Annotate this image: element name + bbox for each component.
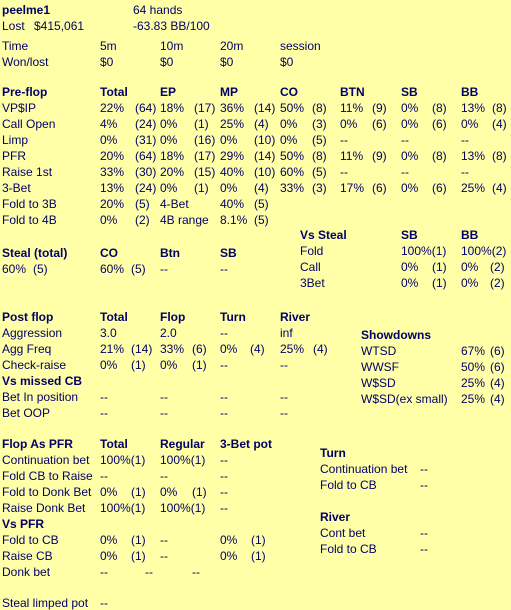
- vs-pfr-donk-bet-3bet-pot: --: [192, 565, 200, 579]
- fold-cb-to-raise-label: Fold CB to Raise: [2, 469, 93, 483]
- raise-donk-total: 100%(1): [100, 501, 146, 515]
- river-cbet-value: --: [420, 526, 428, 540]
- postflop-header-total: Total: [100, 310, 128, 324]
- preflop-row-5-bb-count: (4): [492, 181, 507, 195]
- steal-header-sb: SB: [220, 246, 237, 260]
- vs-steal-3bet-sb-count: (1): [432, 276, 447, 290]
- raise-donk-regular: 100%(1): [160, 501, 206, 515]
- showdowns-title: Showdowns: [361, 328, 431, 342]
- preflop-row-2-ep-pct: 0%: [160, 133, 178, 147]
- preflop-header-ep: EP: [160, 85, 177, 99]
- preflop-row-3-bb-count: (8): [492, 149, 507, 163]
- preflop-row-1-co-pct: 0%: [280, 117, 298, 131]
- wsd-ex-small-label: W$SD(ex small): [361, 392, 448, 406]
- wtsd-label: WTSD: [361, 344, 397, 358]
- preflop-title: Pre-flop: [2, 85, 48, 99]
- vs-pfr-raise-cb-total-count: (1): [131, 549, 146, 563]
- fold-to-donk-regular-count: (1): [192, 485, 207, 499]
- raise-donk-label: Raise Donk Bet: [2, 501, 86, 515]
- steal-btn-value: --: [160, 262, 168, 276]
- river-title: River: [320, 510, 351, 524]
- preflop-row-1-btn-pct: 0%: [340, 117, 358, 131]
- postflop-header-turn: Turn: [220, 310, 246, 324]
- steal-header-co: CO: [100, 246, 118, 260]
- preflop-row-2-co-pct: 0%: [280, 133, 298, 147]
- vs-pfr-raise-cb-total-pct: 0%: [100, 549, 118, 563]
- steal-limped-pot-label: Steal limped pot: [2, 596, 89, 610]
- vs-pfr-fold-to-cb-3bet-pct: 0%: [220, 533, 238, 547]
- bet-in-position-label: Bet In position: [2, 390, 79, 404]
- vs-steal-3bet-bb-pct: 0%: [461, 276, 479, 290]
- bet-oop-river: --: [280, 406, 288, 420]
- wwsf-pct: 50%: [461, 360, 486, 374]
- wsd-count: (4): [490, 376, 505, 390]
- vs-pfr-fold-to-cb-regular: --: [160, 533, 168, 547]
- preflop-row-5-sb-pct: 0%: [401, 181, 419, 195]
- preflop-row-0-sb-count: (8): [432, 101, 447, 115]
- wsd-pct: 25%: [461, 376, 486, 390]
- cbet-label: Continuation bet: [2, 453, 90, 467]
- vs-steal-call-label: Call: [300, 260, 321, 274]
- vs-steal-call-bb-pct: 0%: [461, 260, 479, 274]
- agg-freq-total-count: (14): [131, 342, 153, 356]
- flop-as-pfr-header-total: Total: [100, 437, 128, 451]
- preflop-row-2-total-count: (31): [135, 133, 157, 147]
- preflop-row-0-sb-pct: 0%: [401, 101, 419, 115]
- check-raise-turn: --: [220, 358, 228, 372]
- steal-total-count: (5): [33, 262, 48, 276]
- preflop-row-4-bb-pct: --: [461, 165, 469, 179]
- wsd-ex-small-pct: 25%: [461, 392, 486, 406]
- bet-oop-turn: --: [220, 406, 228, 420]
- raise-donk-3bet-pot: --: [220, 501, 228, 515]
- vs-steal-call-bb-count: (2): [490, 260, 505, 274]
- preflop-row-2-label: Limp: [2, 133, 29, 147]
- agg-freq-river-pct: 25%: [280, 342, 305, 356]
- vs-pfr-donk-bet-regular: --: [145, 565, 153, 579]
- turn-cbet-value: --: [420, 462, 428, 476]
- cbet-3bet-pot: --: [220, 453, 228, 467]
- vs-pfr-fold-to-cb-total-pct: 0%: [100, 533, 118, 547]
- preflop-row-5-ep-pct: 0%: [160, 181, 178, 195]
- fold-to-donk-label: Fold to Donk Bet: [2, 485, 92, 499]
- preflop-row-5-co-count: (3): [312, 181, 327, 195]
- postflop-title: Post flop: [2, 310, 54, 324]
- vs-steal-title: Vs Steal: [300, 228, 347, 242]
- time-label: Time: [2, 39, 29, 53]
- fold-to-3b-pct: 20%: [100, 197, 125, 211]
- fold-to-4b-label: Fold to 4B: [2, 213, 57, 227]
- preflop-row-2-mp-count: (10): [254, 133, 276, 147]
- flop-as-pfr-title: Flop As PFR: [2, 437, 73, 451]
- preflop-row-0-total-count: (64): [135, 101, 157, 115]
- preflop-row-0-mp-pct: 36%: [220, 101, 245, 115]
- preflop-row-0-co-count: (8): [312, 101, 327, 115]
- preflop-row-0-btn-pct: 11%: [340, 101, 364, 115]
- vs-pfr-fold-to-cb-3bet-count: (1): [251, 533, 266, 547]
- cbet-regular: 100%(1): [160, 453, 206, 467]
- agg-freq-river-count: (4): [313, 342, 328, 356]
- wonlost-10m: $0: [160, 55, 174, 69]
- vs-steal-header-bb: BB: [461, 228, 479, 242]
- preflop-row-0-ep-pct: 18%: [160, 101, 185, 115]
- postflop-header-flop: Flop: [160, 310, 186, 324]
- vs-pfr-fold-to-cb-total-count: (1): [131, 533, 146, 547]
- turn-cbet-label: Continuation bet: [320, 462, 408, 476]
- preflop-row-3-co-pct: 50%: [280, 149, 305, 163]
- preflop-row-0-btn-count: (9): [372, 101, 387, 115]
- preflop-row-0-bb-pct: 13%: [461, 101, 486, 115]
- preflop-row-3-ep-pct: 18%: [160, 149, 185, 163]
- flop-as-pfr-header-regular: Regular: [160, 437, 205, 451]
- preflop-row-1-label: Call Open: [2, 117, 56, 131]
- preflop-row-1-bb-pct: 0%: [461, 117, 479, 131]
- preflop-row-3-btn-pct: 11%: [340, 149, 364, 163]
- preflop-row-1-ep-pct: 0%: [160, 117, 178, 131]
- preflop-row-4-co-count: (5): [312, 165, 327, 179]
- steal-total-title: Steal (total): [2, 246, 68, 260]
- preflop-row-4-ep-count: (15): [194, 165, 216, 179]
- vs-steal-call-sb-count: (1): [432, 260, 447, 274]
- preflop-row-3-bb-pct: 13%: [461, 149, 486, 163]
- preflop-row-5-total-count: (24): [135, 181, 157, 195]
- bet-oop-flop: --: [160, 406, 168, 420]
- agg-freq-total-pct: 21%: [100, 342, 125, 356]
- preflop-row-2-mp-pct: 0%: [220, 133, 238, 147]
- preflop-row-1-sb-pct: 0%: [401, 117, 419, 131]
- preflop-row-5-co-pct: 33%: [280, 181, 305, 195]
- preflop-row-5-mp-count: (4): [254, 181, 269, 195]
- result-label: Lost: [2, 19, 25, 33]
- preflop-header-btn: BTN: [340, 85, 365, 99]
- steal-sb-value: --: [220, 262, 228, 276]
- four-bet-range-label: 4B range: [160, 213, 209, 227]
- preflop-row-3-sb-pct: 0%: [401, 149, 419, 163]
- preflop-row-4-label: Raise 1st: [2, 165, 53, 179]
- check-raise-total-count: (1): [131, 358, 146, 372]
- vs-missed-cb-title: Vs missed CB: [2, 374, 83, 388]
- preflop-row-5-bb-pct: 25%: [461, 181, 486, 195]
- postflop-header-river: River: [280, 310, 311, 324]
- flop-as-pfr-header-3bet-pot: 3-Bet pot: [220, 437, 272, 451]
- preflop-row-3-mp-count: (14): [254, 149, 276, 163]
- preflop-header-co: CO: [280, 85, 298, 99]
- four-bet-range-count: (5): [254, 213, 269, 227]
- vs-steal-header-sb: SB: [401, 228, 418, 242]
- wonlost-5m: $0: [100, 55, 114, 69]
- preflop-row-4-ep-pct: 20%: [160, 165, 185, 179]
- preflop-row-0-bb-count: (8): [492, 101, 507, 115]
- four-bet-count: (5): [254, 197, 269, 211]
- vs-steal-fold-bb: 100%(2): [461, 244, 507, 258]
- wonlost-label: Won/lost: [2, 55, 49, 69]
- wtsd-pct: 67%: [461, 344, 486, 358]
- aggression-river: inf: [280, 326, 293, 340]
- river-cbet-label: Cont bet: [320, 526, 366, 540]
- cbet-total: 100%(1): [100, 453, 146, 467]
- steal-limped-pot-value: --: [100, 596, 108, 610]
- check-raise-flop-count: (1): [192, 358, 207, 372]
- preflop-row-3-co-count: (8): [312, 149, 327, 163]
- vs-pfr-raise-cb-regular: --: [160, 549, 168, 563]
- agg-freq-flop-pct: 33%: [160, 342, 185, 356]
- steal-co-pct: 60%: [100, 262, 125, 276]
- preflop-row-1-mp-count: (4): [254, 117, 269, 131]
- preflop-row-1-ep-count: (1): [194, 117, 209, 131]
- time-session: session: [280, 39, 321, 53]
- preflop-row-1-btn-count: (6): [372, 117, 387, 131]
- check-raise-river: --: [280, 358, 288, 372]
- preflop-row-0-co-pct: 50%: [280, 101, 305, 115]
- preflop-row-0-ep-count: (17): [194, 101, 216, 115]
- preflop-row-4-sb-pct: --: [401, 165, 409, 179]
- vs-steal-3bet-sb-pct: 0%: [401, 276, 419, 290]
- hands-count: 64 hands: [133, 3, 183, 17]
- preflop-row-3-ep-count: (17): [194, 149, 216, 163]
- bet-in-position-flop: --: [160, 390, 168, 404]
- river-fold-to-cb-label: Fold to CB: [320, 542, 377, 556]
- time-5m: 5m: [100, 39, 117, 53]
- fold-to-3b-count: (5): [135, 197, 150, 211]
- preflop-row-3-btn-count: (9): [372, 149, 387, 163]
- preflop-row-3-mp-pct: 29%: [220, 149, 245, 163]
- result-amount: $415,061: [34, 19, 85, 33]
- fold-to-donk-regular-pct: 0%: [160, 485, 178, 499]
- preflop-row-4-total-count: (30): [135, 165, 157, 179]
- preflop-row-5-total-pct: 13%: [100, 181, 125, 195]
- check-raise-total-pct: 0%: [100, 358, 118, 372]
- preflop-row-3-total-pct: 20%: [100, 149, 125, 163]
- steal-total-pct: 60%: [2, 262, 27, 276]
- agg-freq-turn-count: (4): [250, 342, 265, 356]
- preflop-row-1-mp-pct: 25%: [220, 117, 245, 131]
- fold-to-donk-total-pct: 0%: [100, 485, 118, 499]
- preflop-row-5-label: 3-Bet: [2, 181, 31, 195]
- fold-to-donk-3bet-pot: --: [220, 485, 228, 499]
- fold-cb-to-raise-regular: --: [160, 469, 168, 483]
- preflop-row-0-total-pct: 22%: [100, 101, 125, 115]
- preflop-row-5-mp-pct: 0%: [220, 181, 238, 195]
- agg-freq-flop-count: (6): [192, 342, 207, 356]
- vs-steal-fold-label: Fold: [300, 244, 324, 258]
- turn-title: Turn: [320, 446, 346, 460]
- aggression-label: Aggression: [2, 326, 63, 340]
- bet-in-position-total: --: [100, 390, 108, 404]
- wwsf-label: WWSF: [361, 360, 399, 374]
- steal-header-btn: Btn: [160, 246, 180, 260]
- preflop-row-4-co-pct: 60%: [280, 165, 305, 179]
- preflop-row-0-mp-count: (14): [254, 101, 276, 115]
- preflop-header-sb: SB: [401, 85, 418, 99]
- fold-to-donk-total-count: (1): [131, 485, 146, 499]
- preflop-row-2-ep-count: (16): [194, 133, 216, 147]
- preflop-row-5-btn-count: (6): [372, 181, 387, 195]
- four-bet-pct: 40%: [220, 197, 245, 211]
- check-raise-label: Check-raise: [2, 358, 67, 372]
- wonlost-20m: $0: [220, 55, 234, 69]
- preflop-row-3-total-count: (64): [135, 149, 157, 163]
- river-fold-to-cb-value: --: [420, 542, 428, 556]
- turn-fold-to-cb-label: Fold to CB: [320, 478, 377, 492]
- fold-to-3b-label: Fold to 3B: [2, 197, 57, 211]
- preflop-row-4-mp-count: (10): [254, 165, 276, 179]
- time-20m: 20m: [220, 39, 244, 53]
- aggression-flop: 2.0: [160, 326, 177, 340]
- vs-steal-3bet-label: 3Bet: [300, 276, 325, 290]
- wwsf-count: (6): [490, 360, 505, 374]
- vs-pfr-title: Vs PFR: [2, 517, 45, 531]
- preflop-row-5-btn-pct: 17%: [340, 181, 365, 195]
- preflop-row-2-btn-pct: --: [340, 133, 348, 147]
- preflop-row-1-total-pct: 4%: [100, 117, 118, 131]
- vs-pfr-donk-bet-total: --: [100, 565, 108, 579]
- wsd-ex-small-count: (4): [490, 392, 505, 406]
- preflop-row-2-bb-pct: --: [461, 133, 469, 147]
- steal-co-count: (5): [131, 262, 146, 276]
- bet-oop-total: --: [100, 406, 108, 420]
- check-raise-flop-pct: 0%: [160, 358, 178, 372]
- vs-steal-call-sb-pct: 0%: [401, 260, 419, 274]
- vs-pfr-fold-to-cb-label: Fold to CB: [2, 533, 59, 547]
- four-bet-range-pct: 8.1%: [220, 213, 248, 227]
- fold-to-4b-pct: 0%: [100, 213, 118, 227]
- bb-per-100: -63.83 BB/100: [133, 19, 210, 33]
- turn-fold-to-cb-value: --: [420, 478, 428, 492]
- preflop-row-2-total-pct: 0%: [100, 133, 118, 147]
- agg-freq-turn-pct: 0%: [220, 342, 238, 356]
- bet-in-position-turn: --: [220, 390, 228, 404]
- vs-pfr-donk-bet-label: Donk bet: [2, 565, 51, 579]
- aggression-total: 3.0: [100, 326, 117, 340]
- agg-freq-label: Agg Freq: [2, 342, 52, 356]
- preflop-row-4-btn-pct: --: [340, 165, 348, 179]
- preflop-header-mp: MP: [220, 85, 238, 99]
- vs-pfr-raise-cb-3bet-pct: 0%: [220, 549, 238, 563]
- preflop-row-0-label: VP$IP: [2, 101, 37, 115]
- preflop-row-2-sb-pct: --: [401, 133, 409, 147]
- bet-oop-label: Bet OOP: [2, 406, 51, 420]
- preflop-row-4-total-pct: 33%: [100, 165, 125, 179]
- wsd-label: W$SD: [361, 376, 396, 390]
- preflop-row-2-co-count: (5): [312, 133, 327, 147]
- preflop-row-1-bb-count: (4): [492, 117, 507, 131]
- wonlost-session: $0: [280, 55, 294, 69]
- vs-steal-fold-sb: 100%(1): [401, 244, 447, 258]
- preflop-row-3-label: PFR: [2, 149, 26, 163]
- aggression-turn: --: [220, 326, 228, 340]
- fold-to-4b-count: (2): [135, 213, 150, 227]
- vs-pfr-raise-cb-label: Raise CB: [2, 549, 53, 563]
- preflop-header-bb: BB: [461, 85, 479, 99]
- preflop-row-1-sb-count: (6): [432, 117, 447, 131]
- vs-pfr-raise-cb-3bet-count: (1): [251, 549, 266, 563]
- preflop-row-5-ep-count: (1): [194, 181, 209, 195]
- preflop-row-1-co-count: (3): [312, 117, 327, 131]
- four-bet-label: 4-Bet: [160, 197, 189, 211]
- preflop-row-3-sb-count: (8): [432, 149, 447, 163]
- fold-cb-to-raise-total: --: [100, 469, 108, 483]
- preflop-row-1-total-count: (24): [135, 117, 157, 131]
- wtsd-count: (6): [490, 344, 505, 358]
- fold-cb-to-raise-3bet-pot: --: [220, 469, 228, 483]
- time-10m: 10m: [160, 39, 184, 53]
- preflop-row-5-sb-count: (6): [432, 181, 447, 195]
- vs-steal-3bet-bb-count: (2): [490, 276, 505, 290]
- preflop-row-4-mp-pct: 40%: [220, 165, 245, 179]
- player-name: peelme1: [2, 3, 51, 17]
- bet-in-position-river: --: [280, 390, 288, 404]
- preflop-header-total: Total: [100, 85, 128, 99]
